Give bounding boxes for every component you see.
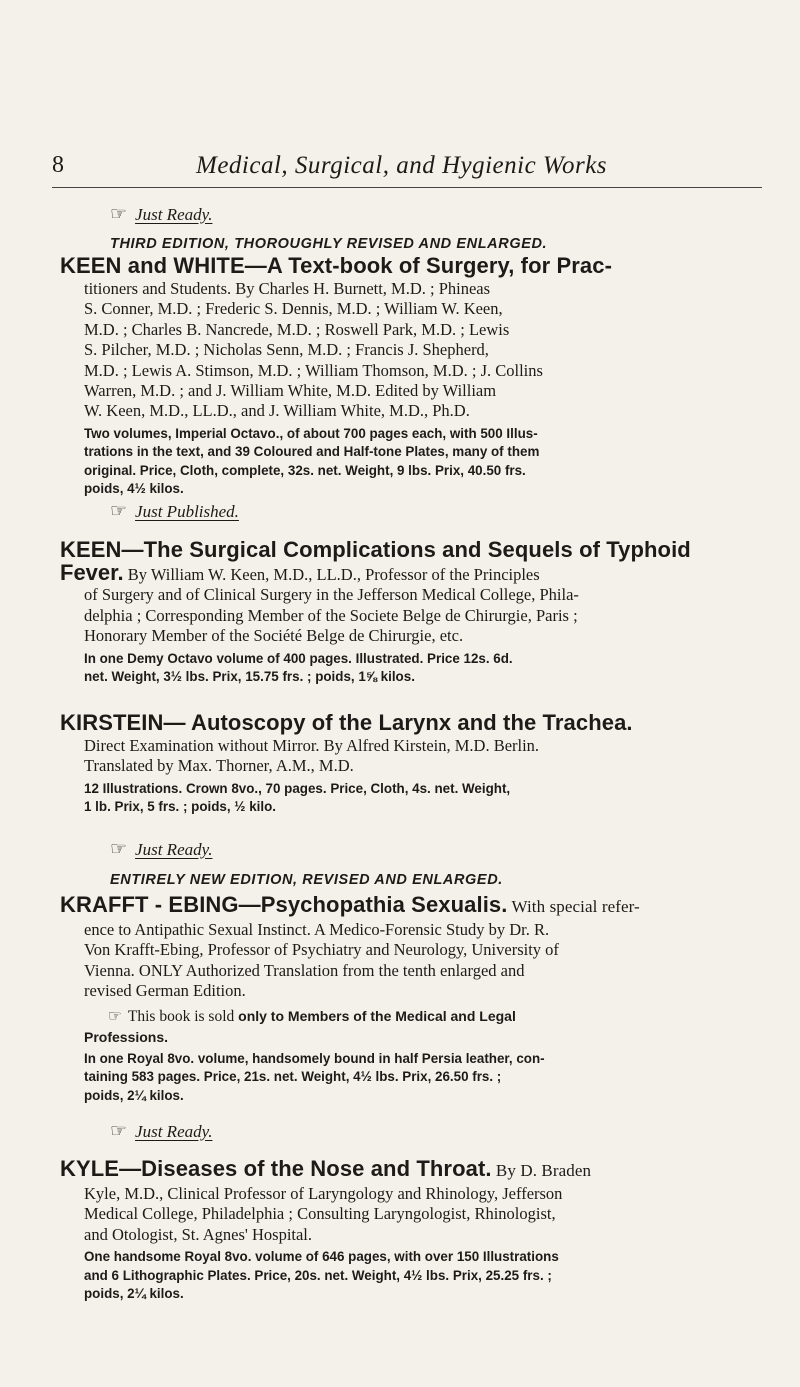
entry-details [60,1050,740,1106]
entry-description [60,279,740,422]
description-line: revised German Edition. [84,981,246,1001]
details-line: One handsome Royal 8vo. volume of 646 pages, with over 150 Illustrations [84,1249,559,1265]
entry-heading [60,892,740,920]
description-line: and Otologist, St. Agnes' Hospital. [84,1224,313,1244]
entry-author: KIRSTEIN [60,710,164,735]
description-line: Kyle, M.D., Clinical Professor of Laryngology and Rhinology, Jefferson [84,1184,563,1203]
restriction-note [60,1006,740,1047]
details-line: 1 lb. Prix, 5 frs. ; poids, ½ kilo. [84,799,276,815]
entry-kirstein [60,710,740,817]
note-bold-continuation: Professions. [84,1028,169,1045]
entry-title: — Autoscopy of the Larynx and the Trachea. [163,710,633,735]
edition-line: THIRD EDITION, THOROUGHLY REVISED AND ENLARGED. [110,236,548,252]
details-line: In one Royal 8vo. volume, handsomely bound in half Persia leather, con- [84,1050,545,1066]
note-plain: This book is sold [127,1007,239,1025]
description-line: S. Conner, M.D. ; Frederic S. Dennis, M.D. ; William W. Keen, [84,299,503,319]
entry-description [60,920,740,1002]
entry-details [60,425,740,499]
pointing-hand-icon: ☞ [110,501,128,522]
header-rule [52,187,762,188]
description-line-rest: By William W. Keen, M.D., LL.D., Professor of the Principles [123,565,540,584]
description-line: Warren, M.D. ; and J. William White, M.D. Edited by William [84,381,497,401]
notice-text: Just Ready. [135,204,213,224]
note-bold: only to Members of the Medical and Legal [238,1007,516,1024]
details-line: In one Demy Octavo volume of 400 pages. Illustrated. Price 12s. 6d. [84,650,513,666]
notice-text: Just Published. [135,501,239,521]
description-line: M.D. ; Charles B. Nancrede, M.D. ; Roswell Park, M.D. ; Lewis [84,319,510,339]
page-header [52,152,752,186]
entry-krafft-ebing [60,892,740,1105]
note-line [108,1006,740,1027]
description-line: titioners and Students. By Charles H. Burnett, M.D. ; Phineas [84,279,491,298]
description-line: Medical College, Philadelphia ; Consulting Laryngologist, Rhinologist, [84,1204,556,1224]
entry-details [60,1248,740,1304]
just-ready-notice [110,1120,212,1143]
details-line: original. Price, Cloth, complete, 32s. net. Weight, 9 lbs. Prix, 40.50 frs. [84,462,526,478]
page-number: 8 [52,152,64,178]
details-line: trations in the text, and 39 Coloured and Half-tone Plates, many of them [84,444,540,460]
description-line: Vienna. ONLY Authorized Translation from the tenth enlarged and [84,960,525,980]
description-line: of Surgery and of Clinical Surgery in the Jefferson Medical College, Phila- [84,585,579,605]
entry-author: KYLE [60,1156,120,1181]
entry-details [60,780,740,817]
running-title: Medical, Surgical, and Hygienic Works [196,152,608,179]
description-line: ence to Antipathic Sexual Instinct. A Medico-Forensic Study by Dr. R. [84,920,550,939]
entry-title-tail: With special refer- [507,897,640,916]
details-line: poids, 2¼ kilos. [84,1087,184,1103]
entry-details [60,650,740,687]
description-line: S. Pilcher, M.D. ; Nicholas Senn, M.D. ; Francis J. Shepherd, [84,340,489,360]
title-continuation: Fever. [60,560,124,585]
entry-title: —Psychopathia Sexualis. [238,892,508,917]
entry-author: KEEN and WHITE [60,253,245,278]
description-line: W. Keen, M.D., LL.D., and J. William White, M.D., Ph.D. [84,401,470,421]
description-line: Honorary Member of the Société Belge de Chirurgie, etc. [84,626,464,646]
pointing-hand-icon: ☞ [110,839,128,860]
description-line: M.D. ; Lewis A. Stimson, M.D. ; William Thomson, M.D. ; J. Collins [84,360,543,380]
entry-description [60,1184,740,1245]
entry-kyle [60,1156,740,1304]
details-line: net. Weight, 3½ lbs. Prix, 15.75 frs. ; poids, 1⅝ kilos. [84,669,415,685]
entry-description [60,736,740,777]
entry-heading [60,253,740,279]
notice-text: Just Ready. [135,839,213,859]
just-ready-notice [110,838,212,861]
entry-title: —The Surgical Complications and Sequels of Typhoid [121,537,691,562]
entry-author: KRAFFT - EBING [60,892,239,917]
entry-title: —Diseases of the Nose and Throat. [119,1156,492,1181]
entry-title-tail: By D. Braden [491,1161,592,1180]
entry-keen [60,537,740,687]
entry-heading [60,1156,740,1184]
just-ready-notice [110,203,212,226]
entry-heading [60,710,740,736]
pointing-hand-icon: ☞ [108,1007,122,1025]
entry-author: KEEN [60,537,122,562]
details-line: poids, 2¼ kilos. [84,1286,184,1302]
edition-line: ENTIRELY NEW EDITION, REVISED AND ENLARGED. [110,872,503,888]
details-line: and 6 Lithographic Plates. Price, 20s. net. Weight, 4½ lbs. Prix, 25.25 frs. ; [84,1267,552,1283]
description-line [60,560,740,585]
details-line: Two volumes, Imperial Octavo., of about 700 pages each, with 500 Illus- [84,425,538,441]
notice-text: Just Ready. [135,1121,213,1141]
entry-title: —A Text-book of Surgery, for Prac- [244,253,613,278]
description-line: delphia ; Corresponding Member of the Societe Belge de Chirurgie, Paris ; [84,605,578,625]
entry-heading [60,537,740,563]
entry-description [60,560,740,647]
entry-keen-white [60,253,740,499]
pointing-hand-icon: ☞ [110,1121,128,1142]
details-line: poids, 4½ kilos. [84,481,184,497]
just-published-notice [110,500,239,523]
description-line: Translated by Max. Thorner, A.M., M.D. [84,756,354,776]
pointing-hand-icon: ☞ [110,204,128,225]
description-line: Direct Examination without Mirror. By Alfred Kirstein, M.D. Berlin. [84,736,540,755]
details-line: taining 583 pages. Price, 21s. net. Weight, 4½ lbs. Prix, 26.50 frs. ; [84,1069,502,1085]
details-line: 12 Illustrations. Crown 8vo., 70 pages. Price, Cloth, 4s. net. Weight, [84,780,511,796]
description-line: Von Krafft-Ebing, Professor of Psychiatry and Neurology, University of [84,940,559,960]
